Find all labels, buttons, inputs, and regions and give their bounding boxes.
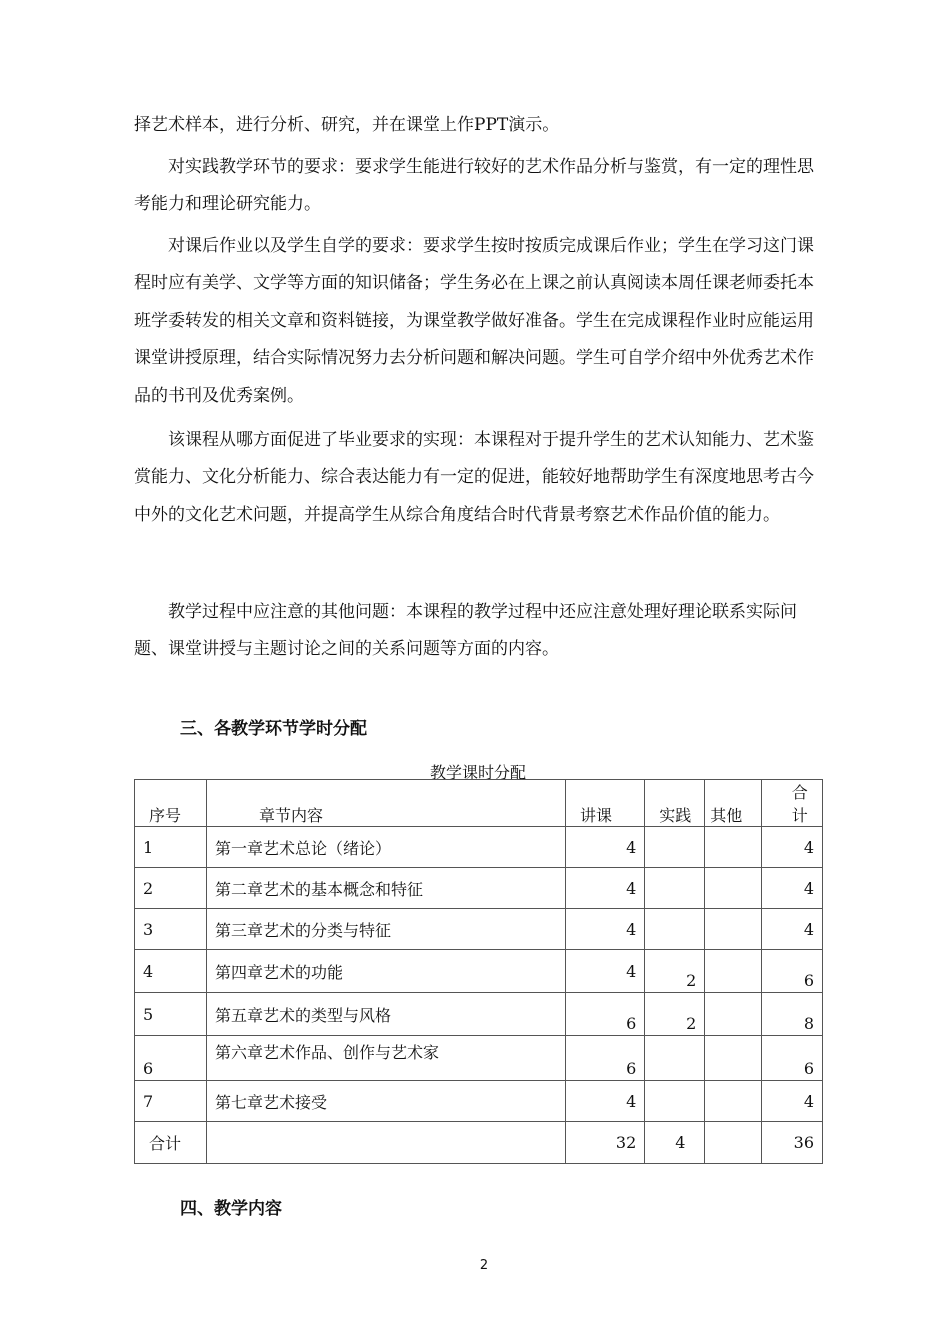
cell-other [705,993,761,1036]
table-row [135,909,823,950]
cell-lecture: 4 [566,950,645,993]
cell-seq: 4 [135,950,207,993]
cell-practice [645,868,705,909]
cell-title: 第一章艺术总论（绪论） [207,827,566,868]
cell-other [705,909,761,950]
header-other: 其他 [705,780,761,827]
cell-title [207,1122,566,1164]
header-practice: 实践 [645,780,705,827]
cell-other [705,1081,761,1122]
cell-practice [645,1036,705,1081]
table-row [135,1036,823,1081]
cell-lecture-sum: 32 [566,1122,645,1164]
cell-practice [645,827,705,868]
section-heading-teaching-content: 四、教学内容 [180,1199,282,1219]
cell-lecture: 4 [566,827,645,868]
header-title: 章节内容 [207,780,566,827]
table-row [135,950,823,993]
table-header-row [135,780,823,827]
cell-other [705,950,761,993]
cell-total-label: 合计 [135,1122,207,1164]
header-lecture: 讲课 [566,780,645,827]
section-heading-hours-allocation: 三、各教学环节学时分配 [180,719,367,739]
cell-lecture: 6 [566,1036,645,1081]
cell-other-sum [705,1122,761,1164]
cell-total: 4 [761,868,822,909]
cell-practice [645,1081,705,1122]
table-total-row [135,1122,823,1164]
cell-other [705,827,761,868]
hours-allocation-table [134,779,823,1164]
header-seq: 序号 [135,780,207,827]
cell-lecture: 4 [566,909,645,950]
table-row [135,827,823,868]
cell-seq: 3 [135,909,207,950]
cell-total-sum: 36 [761,1122,822,1164]
cell-practice [645,909,705,950]
paragraph-practice-requirements: 对实践教学环节的要求：要求学生能进行较好的艺术作品分析与鉴赏，有一定的理性思考能力和理论研究能力。 [134,157,814,215]
cell-title: 第三章艺术的分类与特征 [207,909,566,950]
cell-practice: 2 [645,993,705,1036]
cell-total: 8 [761,993,822,1036]
cell-lecture: 4 [566,1081,645,1122]
table-row [135,993,823,1036]
cell-title: 第六章艺术作品、创作与艺术家 [207,1036,566,1081]
cell-title: 第二章艺术的基本概念和特征 [207,868,566,909]
paragraph-homework-requirements: 对课后作业以及学生自学的要求：要求学生按时按质完成课后作业；学生在学习这门课程时应有美学、文学等方面的知识储备；学生务必在上课之前认真阅读本周任课老师委托本班学委转发的相关文章和资料链接，为课堂教学做好准备。学生在完成课程作业时应能运用课堂讲授原理，结合实际情况努力去分析问题和解决问题。学生可自学介绍中外优秀艺术作品的书刊及优秀案例。 [134,236,814,406]
cell-seq: 2 [135,868,207,909]
cell-total: 4 [761,827,822,868]
paragraph-graduation-requirements: 该课程从哪方面促进了毕业要求的实现：本课程对于提升学生的艺术认知能力、艺术鉴赏能力、文化分析能力、综合表达能力有一定的促进，能较好地帮助学生有深度地思考古今中外的文化艺术问题，并提高学生从综合角度结合时代背景考察艺术作品价值的能力。 [134,430,814,525]
cell-other [705,868,761,909]
cell-other [705,1036,761,1081]
cell-total: 6 [761,1036,822,1081]
cell-lecture: 4 [566,868,645,909]
table-row [135,1081,823,1122]
page-number: 2 [479,1258,489,1273]
cell-seq: 1 [135,827,207,868]
cell-practice: 2 [645,950,705,993]
cell-total: 6 [761,950,822,993]
cell-seq: 7 [135,1081,207,1122]
cell-title: 第五章艺术的类型与风格 [207,993,566,1036]
cell-seq: 6 [135,1036,207,1081]
paragraph-other-issues: 教学过程中应注意的其他问题：本课程的教学过程中还应注意处理好理论联系实际问题、课堂讲授与主题讨论之间的关系问题等方面的内容。 [134,602,797,660]
cell-total: 4 [761,909,822,950]
cell-seq: 5 [135,993,207,1036]
cell-lecture: 6 [566,993,645,1036]
table-row [135,868,823,909]
cell-title: 第四章艺术的功能 [207,950,566,993]
header-total: 合计 [761,780,822,827]
table-caption: 教学课时分配 [429,763,526,782]
cell-title: 第七章艺术接受 [207,1081,566,1122]
paragraph-continued: 择艺术样本，进行分析、研究，并在课堂上作PPT演示。 [134,115,560,135]
cell-total: 4 [761,1081,822,1122]
cell-practice-sum: 4 [645,1122,705,1164]
